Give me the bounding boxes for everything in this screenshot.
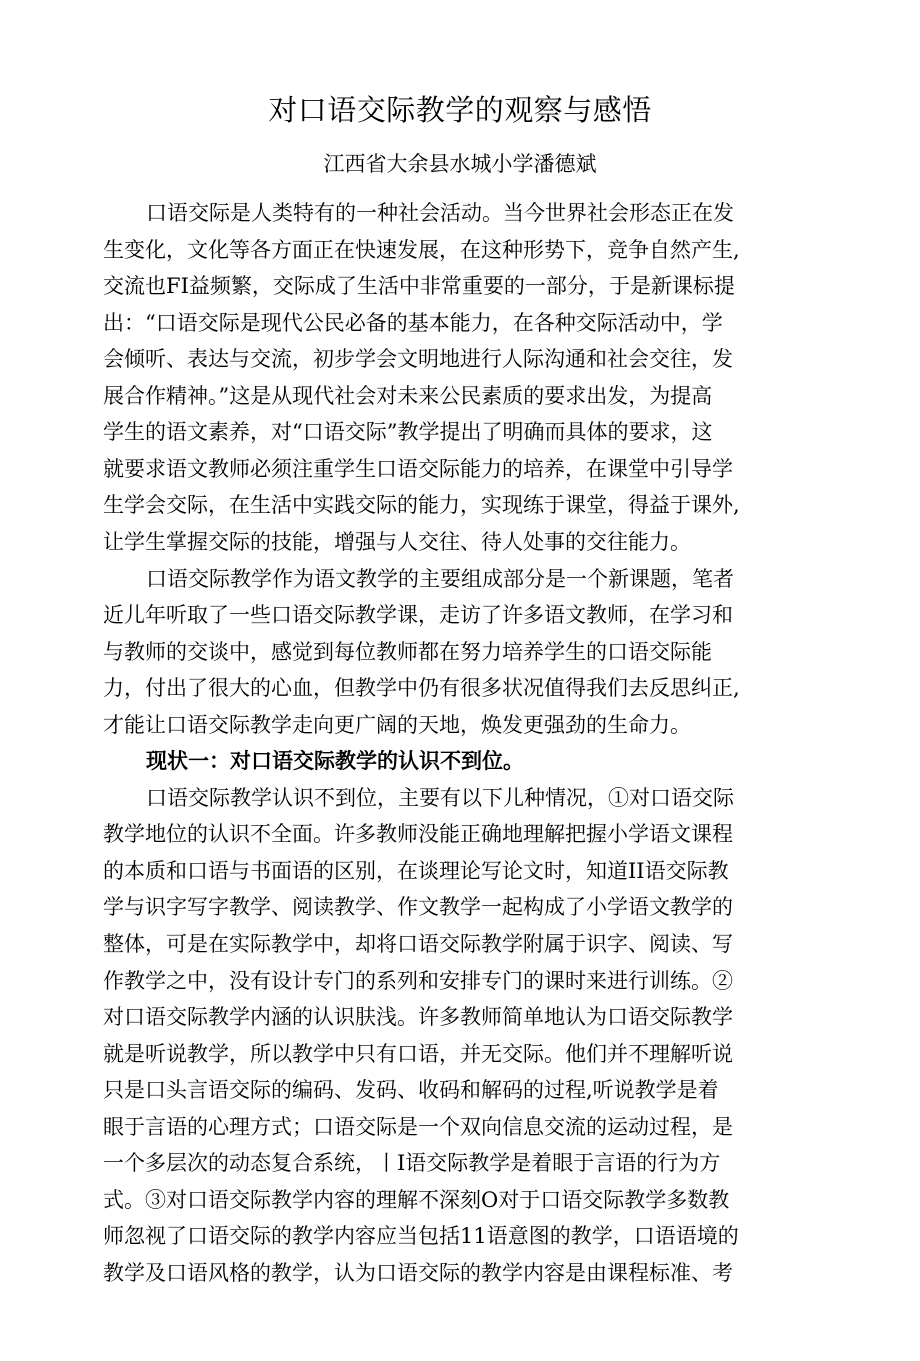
paragraph-line: 口语交际教学认识不到位，主要有以下儿种情况，①对口语交际 [146, 785, 734, 810]
paragraph-line: 只是口头言语交际的编码、发码、收码和解码的过程,听说教学是着 [103, 1078, 719, 1103]
paragraph-line: 出：“口语交际是现代公民必备的基本能力，在各种交际活动中，学 [103, 310, 723, 335]
section-heading: 现状一：对口语交际教学的认识不到位。 [146, 748, 524, 774]
paragraph-line: 教学及口语风格的教学，认为口语交际的教学内容是由课程标准、考 [103, 1260, 733, 1285]
paragraph-line: 生变化，文化等各方面正在快速发展，在这种形势下，竞争自然产生, [103, 237, 740, 262]
paragraph-line: 的本质和口语与书面语的区别，在谈理论写论文时，知道II语交际教 [103, 858, 729, 883]
paragraph-line: 与教师的交谈中，感觉到每位教师都在努力培养学生的口语交际能 [103, 639, 712, 664]
paragraph-line: 口语交际教学作为语文教学的主要组成部分是一个新课题，笔者 [146, 566, 734, 591]
paragraph-line: 一个多层次的动态复合系统，丨I语交际教学是着眼于言语的行为方 [103, 1151, 721, 1176]
paragraph-line: 作教学之中，没有设计专门的系列和安排专门的课时来进行训练。② [103, 968, 733, 993]
document-title: 对口语交际教学的观察与感悟 [268, 93, 652, 127]
paragraph-line: 教学地位的认识不全面。许多教师没能正确地理解把握小学语文课程 [103, 822, 733, 847]
paragraph-line: 让学生掌握交际的技能，增强与人交往、待人处事的交往能力。 [103, 529, 691, 554]
paragraph-line: 师忽视了口语交际的教学内容应当包括11语意图的教学，口语语境的 [103, 1224, 739, 1249]
paragraph-line: 就要求语文教师必须注重学生口语交际能力的培养，在课堂中引导学 [103, 456, 733, 481]
paragraph-line: 式。③对口语交际教学内容的理解不深刻O对于口语交际教学多数教 [103, 1187, 730, 1212]
paragraph-line: 力，付出了很大的心血，但教学中仍有很多状况值得我们去反思纠正, [103, 676, 740, 701]
paragraph-line: 展合作精神。”这是从现代社会对未来公民素质的要求出发，为提高 [103, 383, 713, 408]
paragraph-line: 学生的语文素养，对“口语交际”教学提出了明确而具体的要求，这 [103, 420, 713, 445]
paragraph-line: 就是听说教学，所以教学中只有口语，并无交际。他们并不理解听说 [103, 1041, 733, 1066]
paragraph-line: 会倾听、表达与交流，初步学会文明地进行人际沟通和社会交往，发 [103, 347, 733, 372]
paragraph-line: 整体，可是在实际教学中，却将口语交际教学附属于识字、阅读、写 [103, 932, 733, 956]
paragraph-line: 学与识字写字教学、阅读教学、作文教学一起构成了小学语文教学的 [103, 895, 733, 920]
paragraph-line: 口语交际是人类特有的一种社会活动。当今世界社会形态正在发 [146, 201, 734, 225]
document-author: 江西省大余县水城小学潘德斌 [323, 152, 597, 176]
paragraph-line: 交流也FI益频繁，交际成了生活中非常重要的一部分，于是新课标提 [103, 274, 735, 299]
paragraph-line: 才能让口语交际教学走向更广阔的天地，焕发更强劲的生命力。 [103, 712, 691, 737]
paragraph-line: 眼于言语的心理方式；口语交际是一个双向信息交流的运动过程，是 [103, 1114, 733, 1139]
paragraph-line: 生学会交际，在生活中实践交际的能力，实现练于课堂，得益于课外, [103, 493, 740, 518]
paragraph-line: 对口语交际教学内涵的认识肤浅。许多教师简单地认为口语交际教学 [103, 1005, 733, 1030]
paragraph-line: 近儿年听取了一些口语交际教学课，走访了许多语文教师，在学习和 [103, 603, 733, 628]
